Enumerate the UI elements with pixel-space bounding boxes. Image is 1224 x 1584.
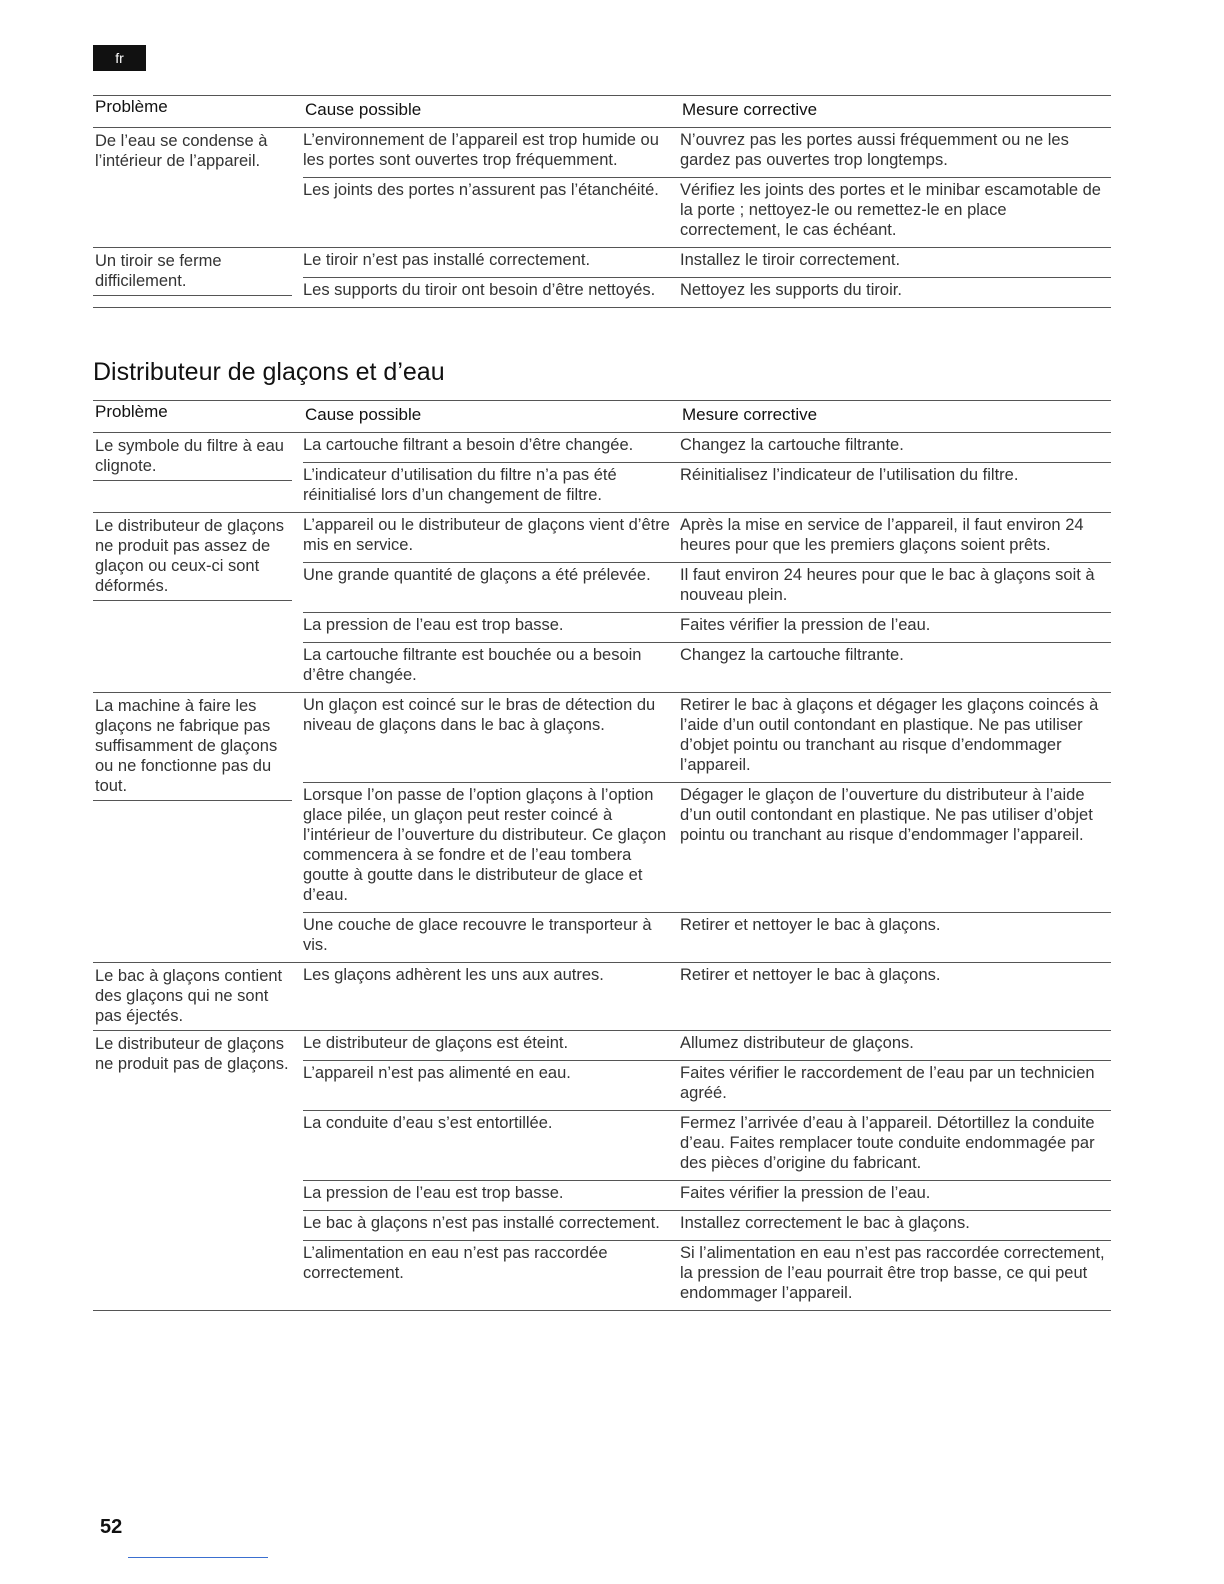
cause-rows (303, 128, 1111, 247)
language-badge: fr (93, 45, 146, 71)
problem-cell: Le distributeur de glaçons ne produit pas assez de glaçon ou ceux-ci sont déformés. (93, 513, 292, 601)
fix-cell: Dégager le glaçon de l’ouverture du distributeur à l’aide d’un outil contondant en plastique. Ne pas utiliser d’objet pointu ou tranchant au risque d’endommager l’appareil. (680, 786, 1093, 844)
table-row (303, 177, 1111, 247)
table-row (303, 248, 1111, 277)
cause-cell: L’appareil n’est pas alimenté en eau. (303, 1064, 571, 1082)
cause-rows (303, 963, 1111, 1030)
fix-cell: N’ouvrez pas les portes aussi fréquemment ou ne les gardez pas ouvertes trop longtemps. (680, 131, 1069, 169)
table-header-row (93, 400, 1111, 433)
page-number: 52 (100, 1516, 123, 1538)
table-row (303, 513, 1111, 562)
fix-cell: Si l’alimentation en eau n’est pas raccordée correctement, la pression de l’eau pourrait être trop basse, ce qui peut endommager l’appareil. (680, 1244, 1105, 1302)
cause-cell: La cartouche filtrant a besoin d’être changée. (303, 436, 634, 454)
fix-cell: Vérifiez les joints des portes et le minibar escamotable de la porte ; nettoyez-le ou remettez-le en place correctement, le cas échéant. (680, 181, 1101, 239)
table-row (303, 128, 1111, 177)
table-row (303, 782, 1111, 912)
table-row (303, 1110, 1111, 1180)
fix-cell: Réinitialisez l’indicateur de l’utilisation du filtre. (680, 466, 1019, 484)
problem-group (93, 433, 1111, 513)
header-cause: Cause possible (305, 100, 422, 119)
problem-group (93, 513, 1111, 693)
table-row (303, 277, 1111, 307)
problem-cell: Le distributeur de glaçons ne produit pas de glaçons. (95, 1035, 289, 1073)
problem-cell: Un tiroir se ferme difficilement. (93, 248, 292, 296)
table-row (303, 1240, 1111, 1310)
fix-cell: Faites vérifier la pression de l’eau. (680, 616, 931, 634)
fix-cell: Changez la cartouche filtrante. (680, 646, 904, 664)
cause-cell: Une grande quantité de glaçons a été prélevée. (303, 566, 651, 584)
table-row (303, 462, 1111, 512)
cause-cell: La cartouche filtrante est bouchée ou a besoin d’être changée. (303, 646, 642, 684)
fix-cell: Installez correctement le bac à glaçons. (680, 1214, 970, 1232)
problem-cell: Le symbole du filtre à eau clignote. (93, 433, 292, 481)
problem-cell: De l’eau se condense à l’intérieur de l’appareil. (95, 132, 268, 170)
cause-cell: Une couche de glace recouvre le transporteur à vis. (303, 916, 652, 954)
header-problem: Problème (95, 402, 168, 421)
cause-rows (303, 248, 1111, 307)
problem-group (93, 693, 1111, 963)
cause-cell: Le bac à glaçons n’est pas installé correctement. (303, 1214, 660, 1232)
table-row (303, 1180, 1111, 1210)
problem-group (93, 1031, 1111, 1311)
table-row (303, 642, 1111, 692)
table-row (303, 1060, 1111, 1110)
header-fix: Mesure corrective (682, 100, 818, 119)
problem-cell: La machine à faire les glaçons ne fabrique pas suffisamment de glaçons ou ne fonctionne pas du tout. (93, 693, 292, 801)
cause-cell: L’alimentation en eau n’est pas raccordée correctement. (303, 1244, 608, 1282)
cause-rows (303, 693, 1111, 962)
fix-cell: Fermez l’arrivée d’eau à l’appareil. Détortillez la conduite d’eau. Faites remplacer toute conduite endommagée par des pièces d’origine du fabricant. (680, 1114, 1095, 1172)
fix-cell: Changez la cartouche filtrante. (680, 436, 904, 454)
table-row (303, 433, 1111, 462)
problem-group (93, 963, 1111, 1031)
cause-cell: Lorsque l’on passe de l’option glaçons à l’option glace pilée, un glaçon peut rester coincé à l’intérieur de l’ouverture du distributeur. Ce glaçon commencera à se fondre et de l’eau tombera goutte à goutte dans le distributeur de glace et d’eau. (303, 786, 667, 904)
section-title: Distributeur de glaçons et d’eau (93, 358, 445, 386)
problem-group (93, 128, 1111, 248)
table-row (303, 963, 1111, 992)
table-row (303, 1210, 1111, 1240)
fix-cell: Faites vérifier le raccordement de l’eau par un technicien agréé. (680, 1064, 1095, 1102)
cause-cell: La conduite d’eau s’est entortillée. (303, 1114, 553, 1132)
cause-rows (303, 513, 1111, 692)
cause-cell: Un glaçon est coincé sur le bras de détection du niveau de glaçons dans le bac à glaçons. (303, 696, 656, 734)
fix-cell: Retirer et nettoyer le bac à glaçons. (680, 916, 941, 934)
cause-cell: Le distributeur de glaçons est éteint. (303, 1034, 569, 1052)
fix-cell: Nettoyez les supports du tiroir. (680, 281, 902, 299)
header-cause: Cause possible (305, 405, 422, 424)
cause-rows (303, 433, 1111, 512)
fix-cell: Après la mise en service de l’appareil, il faut environ 24 heures pour que les premiers glaçons soient prêts. (680, 516, 1084, 554)
table-row (303, 612, 1111, 642)
cause-cell: Les glaçons adhèrent les uns aux autres. (303, 966, 604, 984)
fix-cell: Retirer le bac à glaçons et dégager les glaçons coincés à l’aide d’un outil contondant en plastique. Ne pas utiliser d’objet pointu ou tranchant au risque d’endommager l’appareil. (680, 696, 1099, 774)
cause-cell: La pression de l’eau est trop basse. (303, 616, 564, 634)
fix-cell: Retirer et nettoyer le bac à glaçons. (680, 966, 941, 984)
cause-cell: La pression de l’eau est trop basse. (303, 1184, 564, 1202)
fix-cell: Faites vérifier la pression de l’eau. (680, 1184, 931, 1202)
cause-rows (303, 1031, 1111, 1310)
table-header-row (93, 95, 1111, 128)
troubleshooting-table-general (93, 95, 1111, 308)
cause-cell: L’environnement de l’appareil est trop humide ou les portes sont ouvertes trop fréquemment. (303, 131, 659, 169)
cause-cell: L’appareil ou le distributeur de glaçons vient d’être mis en service. (303, 516, 670, 554)
footer-rule (128, 1557, 268, 1558)
cause-cell: Les supports du tiroir ont besoin d’être nettoyés. (303, 281, 656, 299)
table-row (303, 693, 1111, 782)
header-problem: Problème (95, 97, 168, 116)
cause-cell: Les joints des portes n’assurent pas l’étanchéité. (303, 181, 659, 199)
table-row (303, 562, 1111, 612)
fix-cell: Allumez distributeur de glaçons. (680, 1034, 914, 1052)
problem-group (93, 248, 1111, 308)
table-row (303, 1031, 1111, 1060)
problem-cell: Le bac à glaçons contient des glaçons qui ne sont pas éjectés. (95, 967, 283, 1025)
table-row (303, 912, 1111, 962)
header-fix: Mesure corrective (682, 405, 818, 424)
cause-cell: L’indicateur d’utilisation du filtre n’a pas été réinitialisé lors d’un changement de filtre. (303, 466, 617, 504)
troubleshooting-table-ice-water (93, 400, 1111, 1311)
cause-cell: Le tiroir n’est pas installé correctement. (303, 251, 591, 269)
fix-cell: Installez le tiroir correctement. (680, 251, 901, 269)
fix-cell: Il faut environ 24 heures pour que le bac à glaçons soit à nouveau plein. (680, 566, 1095, 604)
